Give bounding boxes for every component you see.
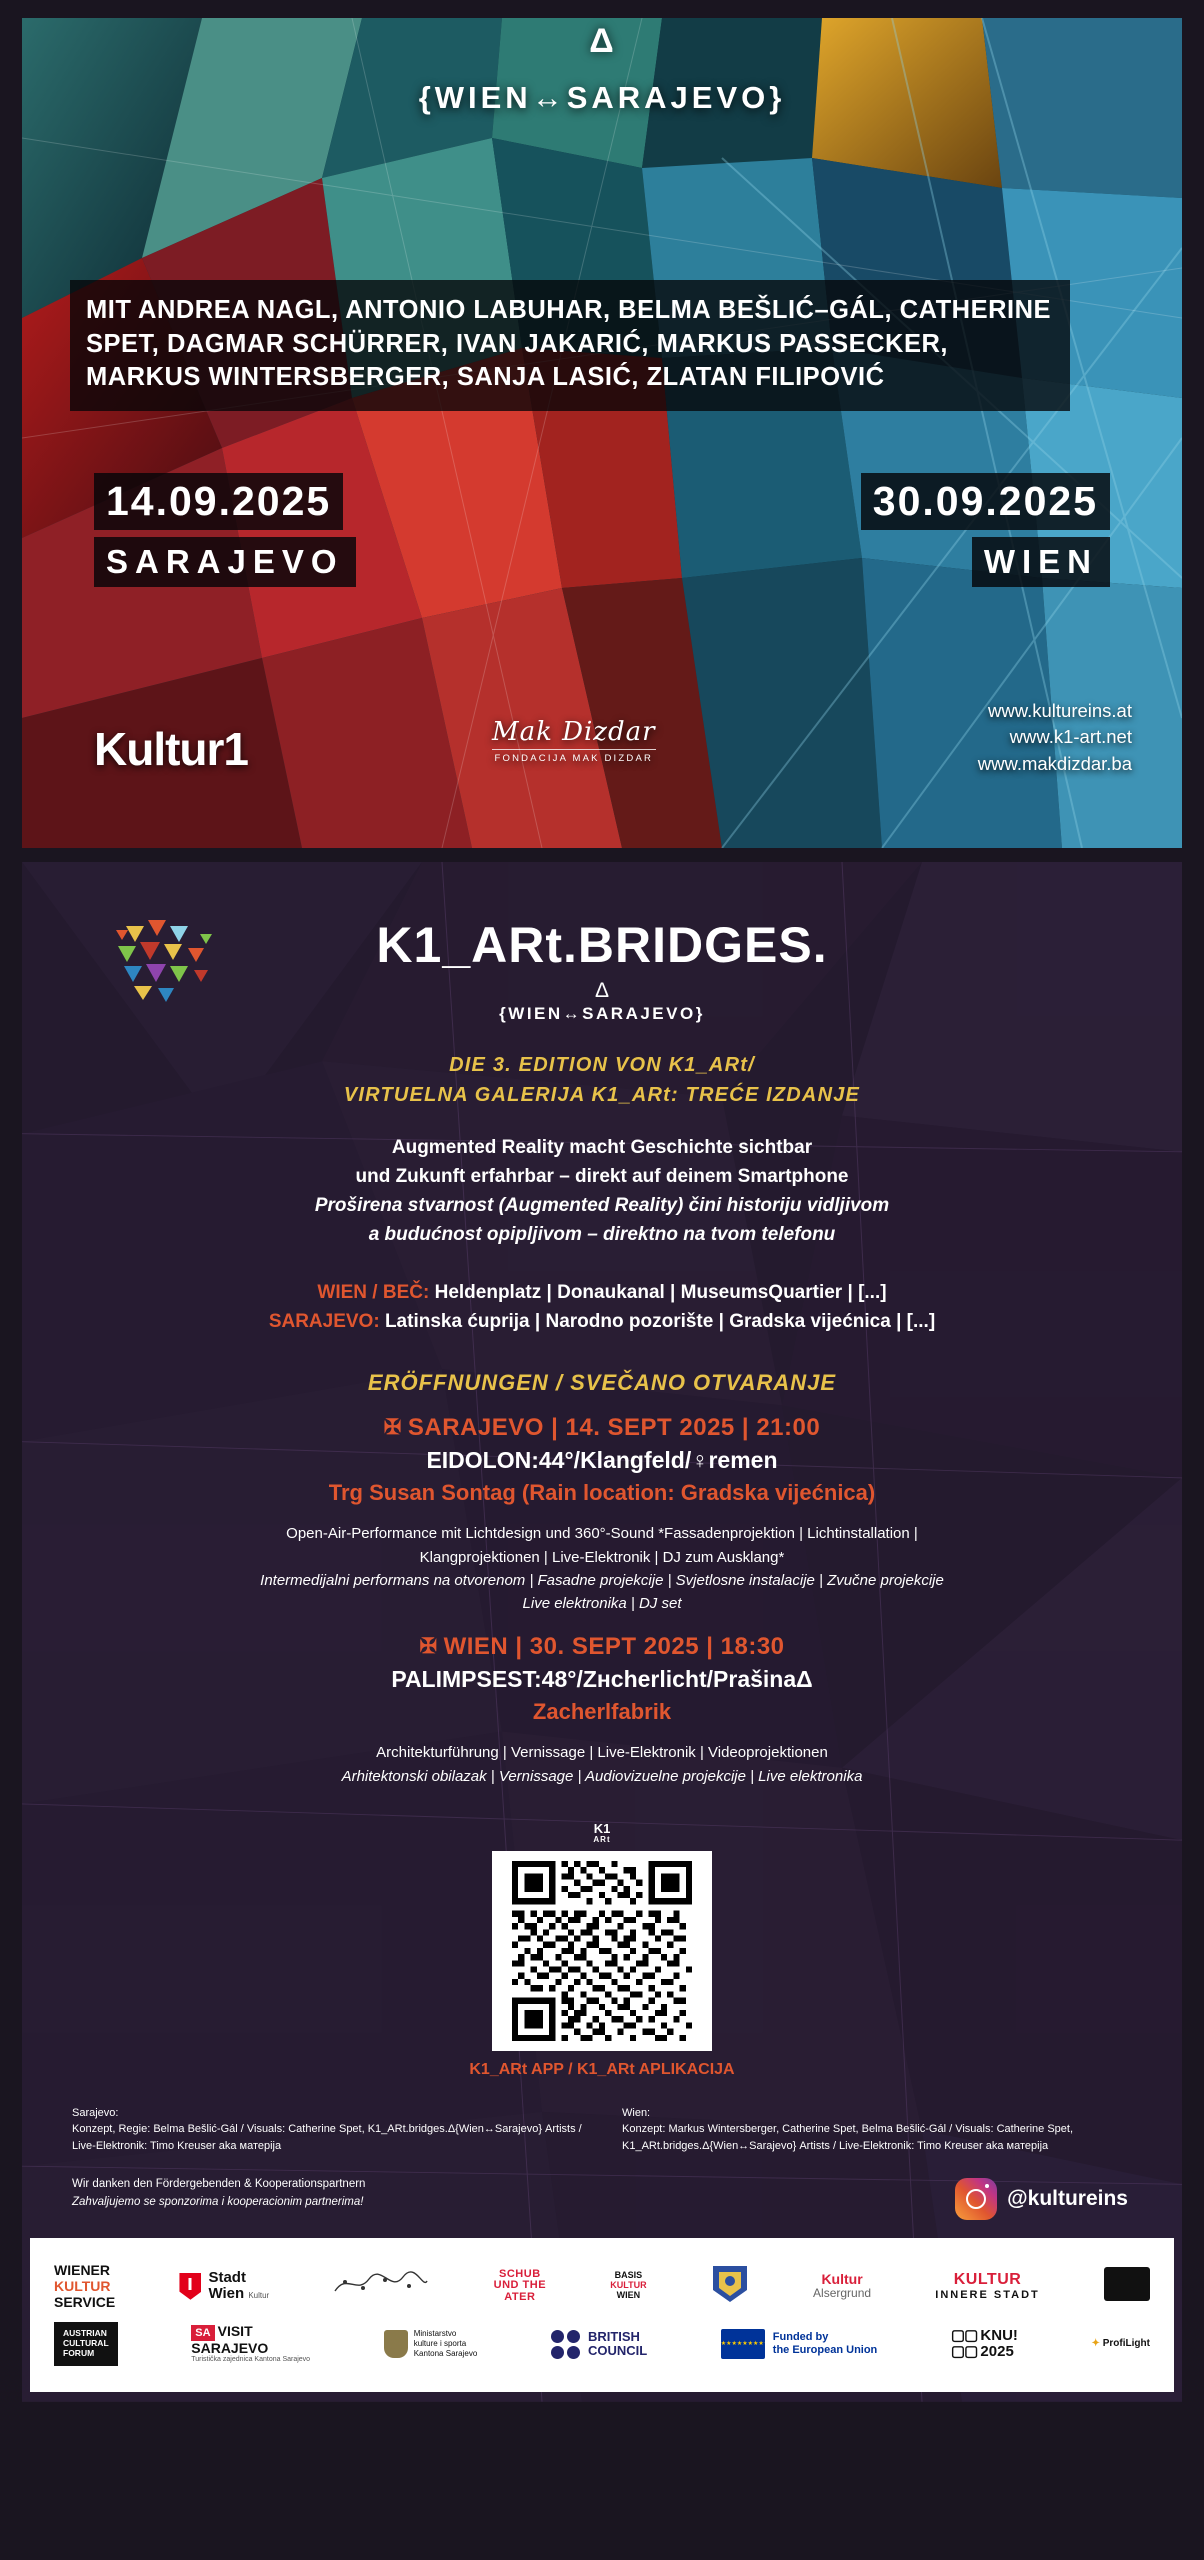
edition-bs: VIRTUELNA GALERIJA K1_ARt: TREĆE IZDANJE bbox=[343, 1084, 861, 1106]
delta-icon: Δ bbox=[594, 979, 610, 1002]
sponsor-basis-line3: WIEN bbox=[616, 2290, 641, 2301]
sponsor-schub-und-theater bbox=[494, 2269, 546, 2304]
mak-dizdar-subtitle: FONDACIJA MAK DIZDAR bbox=[492, 749, 656, 764]
sponsor-profilight bbox=[1092, 2338, 1150, 2350]
openings-heading: ERÖFFNUNGEN / SVEČANO OTVARANJE bbox=[367, 1370, 837, 1396]
sponsor-visit-line3: SARAJEVO bbox=[191, 2340, 269, 2357]
sponsor-strip bbox=[30, 2238, 1174, 2392]
qr-logo bbox=[62, 1822, 1142, 1845]
sponsor-visit-line2: VISIT bbox=[217, 2322, 253, 2339]
credits-wien-body: Konzept: Markus Wintersberger, Catherine Spet, Belma Bešlić-Gál / Visuals: Catherine Spet, K1_ARt.bridges.Δ{Wien↔Sarajevo} Artists / Live-Elektronik: Timo Kreuser aka матерija bbox=[622, 2123, 1074, 2152]
sponsor-partner-dark-logo bbox=[1104, 2267, 1150, 2305]
sponsor-austrian-cultural-forum bbox=[54, 2322, 118, 2365]
sponsor-schub-line1: SCHUB bbox=[499, 2267, 541, 2280]
edition-de: DIE 3. EDITION VON K1_ARt/ bbox=[449, 1054, 755, 1076]
thanks-de: Wir danken den Fördergebenden & Kooperationspartnern bbox=[72, 2178, 366, 2191]
event-wien-desc-de1: Architekturführung | Vernissage | Live-Elektronik | Videoprojektionen bbox=[376, 1744, 828, 1762]
location-label-sarajevo: SARAJEVO: bbox=[268, 1310, 380, 1332]
cross-icon: ✠ bbox=[419, 1635, 438, 1659]
ar-de-line1: Augmented Reality macht Geschichte sichtbar bbox=[391, 1137, 813, 1158]
location-label-wien: WIEN / BEČ: bbox=[317, 1281, 430, 1303]
qr-logo-art: ARt bbox=[593, 1835, 611, 1845]
credits-wien bbox=[622, 2105, 1132, 2155]
thanks-block bbox=[62, 2176, 1142, 2238]
knu-squares-icon-2: ▢▢ bbox=[950, 2343, 981, 2361]
ar-description bbox=[62, 1134, 1142, 1250]
wien-coat-of-arms-icon bbox=[179, 2273, 201, 2300]
url-k1art[interactable]: www.k1-art.net bbox=[1009, 726, 1132, 748]
event-sarajevo-desc-bs1: Intermedijalni performans na otvorenom | Fasadne projekcije | Svjetlosne instalacije | Zvučne projekcije bbox=[260, 1571, 944, 1589]
sponsor-minist-text bbox=[414, 2329, 478, 2359]
sponsor-row-1 bbox=[44, 2256, 1160, 2316]
poster-date-sarajevo bbox=[94, 473, 356, 587]
sponsor-wiener-line3: SERVICE bbox=[54, 2294, 116, 2311]
credits-sarajevo-head: Sarajevo: bbox=[72, 2106, 119, 2119]
sponsor-acf-line2: CULTURAL bbox=[63, 2338, 109, 2349]
sponsor-wiener-line1: WIENER bbox=[54, 2262, 110, 2279]
poster-artist-list: MIT ANDREA NAGL, ANTONIO LABUHAR, BELMA BEŠLIĆ–GÁL, CATHERINE SPET, DAGMAR SCHÜRRER, IVAN JAKARIĆ, MARKUS PASSECKER, MARKUS WINTERSBERGER, SANJA LASIĆ, ZLATAN FILIPOVIĆ bbox=[70, 280, 1070, 411]
sponsor-stadt-line1: Stadt bbox=[208, 2269, 246, 2287]
event-sarajevo-description bbox=[62, 1522, 1142, 1615]
ar-bs-line2: a budućnost opipljivom – direktno na tvom telefonu bbox=[368, 1223, 836, 1245]
sponsor-innere-line1: KULTUR bbox=[953, 2271, 1022, 2289]
event-sarajevo bbox=[62, 1414, 1142, 1506]
poster-urls bbox=[978, 698, 1132, 778]
mak-dizdar-logo bbox=[492, 717, 656, 764]
credits-sarajevo bbox=[72, 2105, 582, 2155]
kultur1-logo: Kultur1 bbox=[94, 723, 248, 775]
poster-date-wien bbox=[861, 473, 1110, 587]
sheet-title: K1_ARt.BRIDGES. bbox=[376, 917, 828, 973]
url-makdizdar[interactable]: www.makdizdar.ba bbox=[977, 753, 1132, 775]
sponsor-kultur-alsergrund bbox=[813, 2271, 871, 2301]
delta-icon: Δ bbox=[589, 22, 615, 60]
edition-block bbox=[62, 1050, 1142, 1110]
qr-code[interactable] bbox=[492, 1851, 712, 2051]
profilight-bulb-icon: ✦ bbox=[1091, 2338, 1100, 2350]
sheet-subtitle: {WIEN↔SARAJEVO} bbox=[499, 1004, 705, 1023]
poster-logo bbox=[22, 24, 1182, 58]
sponsor-basis-line2: KULTUR bbox=[610, 2280, 647, 2291]
sponsor-bezirkswappen bbox=[711, 2264, 749, 2308]
credits-sarajevo-body: Konzept, Regie: Belma Bešlić-Gál / Visuals: Catherine Spet, K1_ARt.bridges.Δ{Wien↔Sarajevo} Artists / Live-Elektronik: Timo Kreuser aka матерija bbox=[72, 2123, 582, 2152]
sponsor-basis-line1: BASIS bbox=[614, 2270, 643, 2281]
instagram-icon bbox=[955, 2178, 997, 2220]
sponsor-british-line2: COUNCIL bbox=[587, 2343, 648, 2359]
qr-logo-k1: K1 bbox=[593, 1820, 611, 1836]
sponsor-eu-line1: Funded by bbox=[772, 2330, 829, 2343]
event-wien-desc-bs1: Arhitektonski obilazak | Vernissage | Audiovizuelne projekcije | Live elektronika bbox=[341, 1767, 863, 1785]
sponsor-row-2 bbox=[44, 2316, 1160, 2371]
sponsor-alsergrund-line1: Kultur bbox=[821, 2271, 863, 2288]
eu-flag-icon bbox=[721, 2329, 765, 2359]
k1-art-emblem-icon bbox=[104, 904, 224, 1014]
sponsor-visit-badge: SA bbox=[191, 2325, 214, 2341]
sponsor-wiener-line2: KULTUR bbox=[54, 2278, 111, 2295]
sponsor-innere-line2: INNERE STADT bbox=[935, 2288, 1040, 2301]
cross-icon: ✠ bbox=[383, 1416, 402, 1440]
event-sarajevo-venue: Trg Susan Sontag (Rain location: Gradska vijećnica) bbox=[328, 1480, 876, 1506]
poster-title: {WIEN↔SARAJEVO} bbox=[418, 80, 786, 115]
event-sarajevo-programme: EIDOLON:44°/Klangfeld/♀remen bbox=[426, 1447, 778, 1474]
sponsor-minist-line2: kulture i sporta bbox=[413, 2339, 467, 2349]
locations-block bbox=[62, 1278, 1142, 1337]
sponsor-basis-kultur-wien bbox=[610, 2271, 646, 2301]
qr-caption: K1_ARt APP / K1_ARt APLIKACIJA bbox=[469, 2060, 735, 2078]
sponsor-profilight-line1: ProfiLight bbox=[1102, 2338, 1150, 2350]
event-sarajevo-desc-de1: Open-Air-Performance mit Lichtdesign und 360°-Sound *Fassadenprojektion | Lichtinstallation | bbox=[286, 1525, 918, 1543]
sponsor-british-line1: BRITISH bbox=[587, 2328, 640, 2344]
sponsor-minist-line3: Kantona Sarajevo bbox=[413, 2349, 478, 2359]
thanks-bs: Zahvaljujemo se sponzorima i kooperacionim partnerima! bbox=[72, 2196, 364, 2209]
sponsor-wiener-kultur-service bbox=[54, 2262, 115, 2310]
sponsor-schub-line2: UND THE bbox=[493, 2279, 547, 2292]
sponsor-stadt-line3: Kultur bbox=[248, 2291, 270, 2301]
location-row-sarajevo bbox=[62, 1307, 1142, 1336]
url-kultureins[interactable]: www.kultureins.at bbox=[988, 699, 1132, 721]
canton-crest-icon bbox=[384, 2330, 408, 2358]
sponsor-visit-sarajevo bbox=[191, 2324, 310, 2364]
sponsor-ministarstvo-kulture-sporta bbox=[384, 2329, 478, 2359]
sheet-header bbox=[62, 917, 1142, 1024]
sponsor-kultur-innere-stadt bbox=[935, 2271, 1039, 2301]
event-sarajevo-headline bbox=[62, 1414, 1142, 1442]
sponsor-british-text bbox=[588, 2330, 647, 2359]
sponsor-stadt-wien bbox=[179, 2270, 269, 2302]
poster-date-left: 14.09.2025 bbox=[94, 473, 343, 530]
event-poster bbox=[22, 18, 1182, 848]
event-wien-venue: Zacherlfabrik bbox=[532, 1699, 672, 1725]
event-wien-headline bbox=[62, 1633, 1142, 1661]
sponsor-british-council bbox=[551, 2330, 647, 2359]
mak-dizdar-signature: Mak Dizdar bbox=[492, 717, 656, 747]
sponsor-knu-line1: KNU! bbox=[980, 2327, 1018, 2345]
knu-squares-icon: ▢▢ bbox=[950, 2327, 981, 2345]
poster-date-right: 30.09.2025 bbox=[861, 473, 1110, 530]
sponsor-acf-line3: FORUM bbox=[63, 2347, 95, 2358]
location-row-wien bbox=[62, 1278, 1142, 1307]
poster-city-left: SARAJEVO bbox=[94, 537, 356, 587]
sponsor-wien-kultur-squiggle bbox=[333, 2269, 429, 2303]
event-wien-description bbox=[62, 1741, 1142, 1788]
instagram-link[interactable] bbox=[955, 2178, 1128, 2220]
event-sarajevo-desc-bs2: Live elektronika | DJ set bbox=[522, 1595, 682, 1613]
sponsor-eu-text bbox=[773, 2331, 878, 2357]
sponsor-schub-line3: ATER bbox=[504, 2291, 536, 2303]
credits-block bbox=[62, 2105, 1142, 2155]
location-value-sarajevo: Latinska ćuprija | Narodno pozorište | Gradska vijećnica | [...] bbox=[384, 1310, 936, 1332]
sponsor-knu-2025 bbox=[951, 2328, 1018, 2360]
sponsor-funded-by-eu bbox=[721, 2329, 878, 2359]
sponsor-alsergrund-line2: Alsergrund bbox=[813, 2286, 872, 2301]
app-qr-block bbox=[62, 1822, 1142, 2079]
ar-de-line2: und Zukunft erfahrbar – direkt auf deinem Smartphone bbox=[355, 1165, 849, 1187]
info-sheet bbox=[22, 862, 1182, 2402]
instagram-handle: @kultureins bbox=[1007, 2186, 1128, 2210]
partner-logo-mark-icon bbox=[1104, 2267, 1150, 2301]
location-value-wien: Heldenplatz | Donaukanal | MuseumsQuartier | [...] bbox=[434, 1281, 887, 1303]
sponsor-visit-line4: Turistička zajednica Kantona Sarajevo bbox=[191, 2356, 311, 2364]
event-wien bbox=[62, 1633, 1142, 1725]
event-wien-programme: PALIMPSEST:48°/Zнcherlicht/PrašinaΔ bbox=[391, 1666, 813, 1693]
sponsor-acf-line1: AUSTRIAN bbox=[63, 2328, 107, 2339]
event-sarajevo-desc-de2: Klangprojektionen | Live-Elektronik | DJ zum Ausklang* bbox=[419, 1548, 785, 1566]
sponsor-minist-line1: Ministarstvo bbox=[413, 2329, 457, 2339]
ar-bs-line1: Proširena stvarnost (Augmented Reality) čini historiju vidljivom bbox=[314, 1194, 890, 1216]
poster-city-right: WIEN bbox=[972, 537, 1110, 587]
event-wien-when: WIEN | 30. SEPT 2025 | 18:30 bbox=[443, 1633, 785, 1661]
sponsor-knu-line2: 2025 bbox=[980, 2343, 1014, 2361]
sponsor-stadt-line2: Wien bbox=[208, 2285, 245, 2303]
sponsor-stadt-wien-text bbox=[208, 2270, 269, 2302]
credits-wien-head: Wien: bbox=[622, 2106, 651, 2119]
sponsor-eu-line2: the European Union bbox=[772, 2344, 878, 2357]
event-sarajevo-when: SARAJEVO | 14. SEPT 2025 | 21:00 bbox=[407, 1414, 821, 1442]
british-council-mark-icon bbox=[551, 2330, 580, 2359]
